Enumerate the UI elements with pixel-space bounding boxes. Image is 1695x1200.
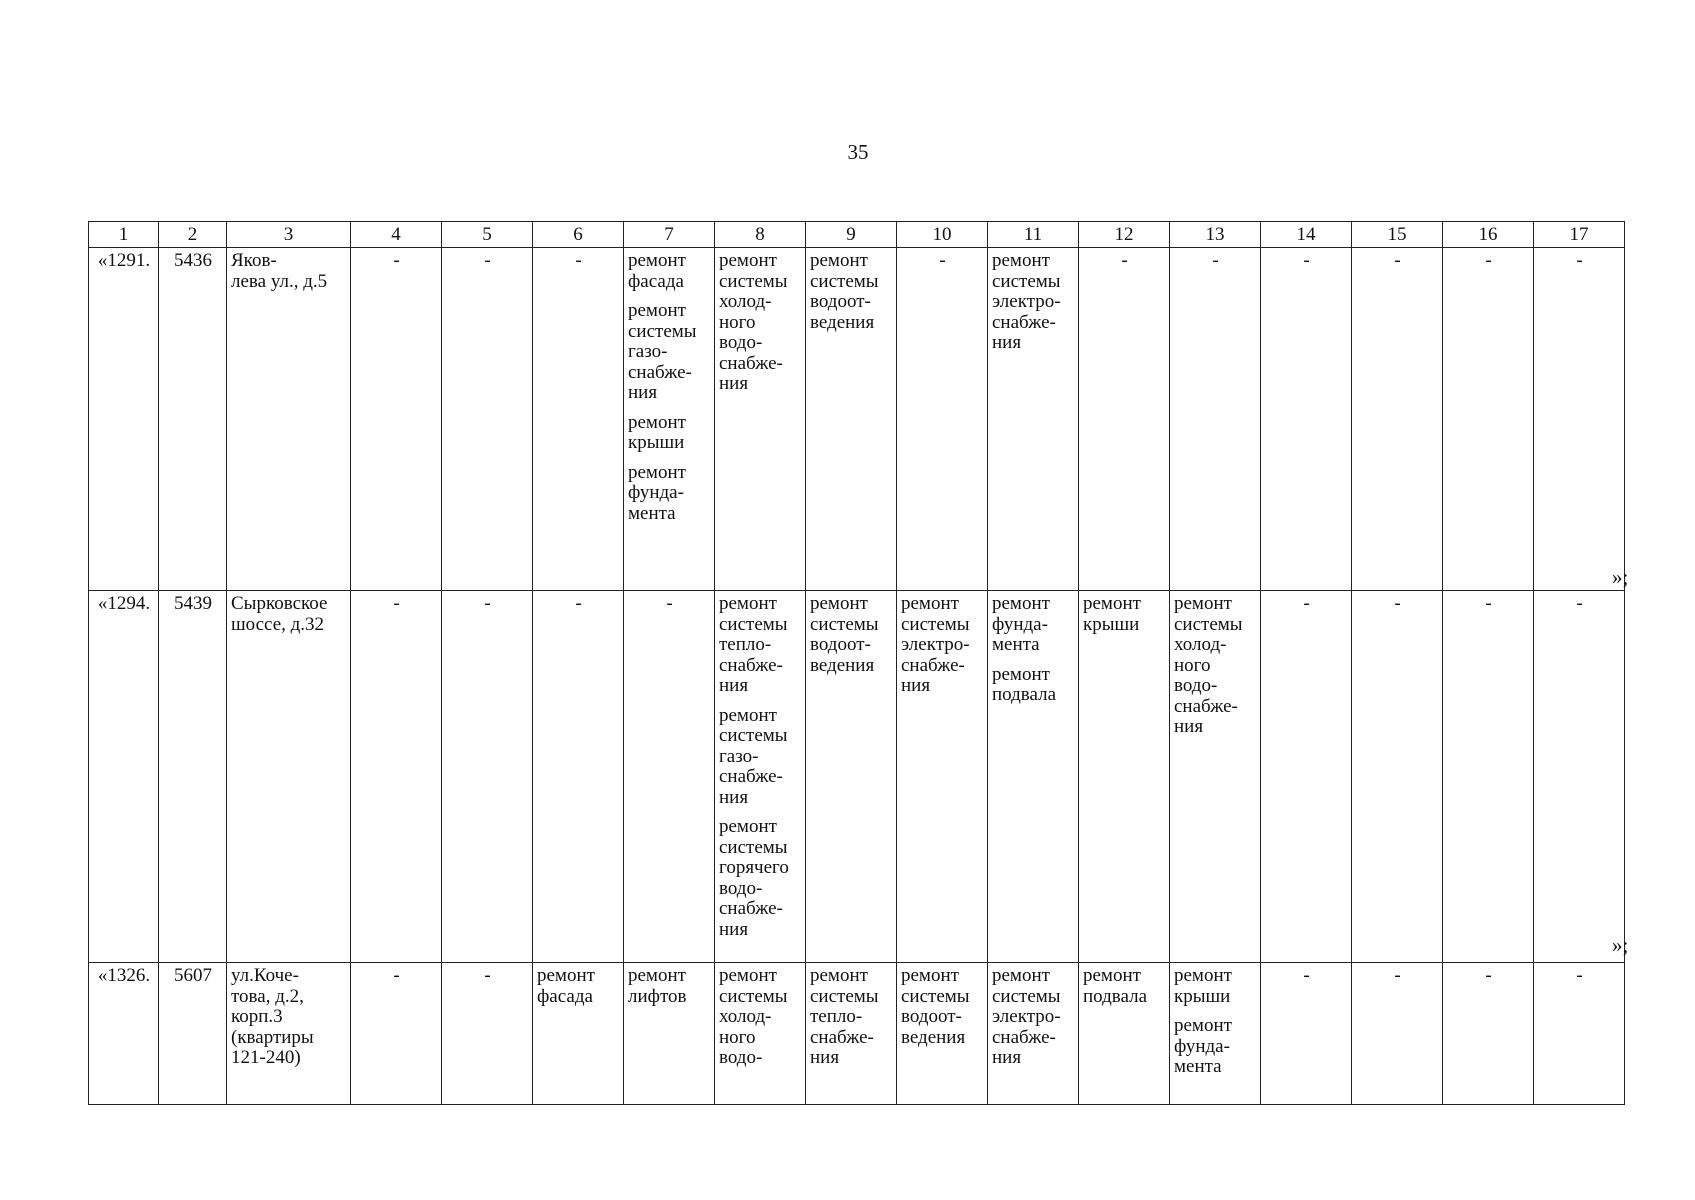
column-header-6: 6: [533, 222, 624, 248]
table-cell-col-7: [624, 248, 715, 591]
work-entry: ремонт системы водоот- ведения: [810, 250, 879, 333]
work-entry: -: [1212, 250, 1219, 271]
table-cell-col-10: [897, 963, 988, 1105]
column-header-2: 2: [159, 222, 227, 248]
table-cell-col-13: [1170, 248, 1261, 591]
work-entry: ремонт фунда- мента: [1174, 1015, 1232, 1078]
address: Сырковское шоссе, д.32: [231, 593, 328, 635]
row-number: «1326.: [97, 965, 151, 986]
row-number: «1294.: [97, 593, 151, 614]
column-header-7: 7: [624, 222, 715, 248]
table-cell-col-10: [897, 591, 988, 963]
work-entry: -: [1303, 250, 1310, 271]
work-entry: ремонт фасада: [628, 250, 686, 292]
column-header-8: 8: [715, 222, 806, 248]
table-cell-col-7: [624, 963, 715, 1105]
table-cell-col-11: [988, 248, 1079, 591]
page-number: 35: [847, 140, 869, 164]
address: ул.Коче- това, д.2, корп.3 (квартиры 121-240): [231, 965, 314, 1069]
table-cell-col-15: [1352, 963, 1443, 1105]
work-entry: -: [1394, 593, 1401, 614]
work-entry: -: [1576, 965, 1583, 986]
table-cell-col-16: [1443, 963, 1534, 1105]
table-cell-col-8: [715, 591, 806, 963]
building-code: 5607: [174, 965, 212, 986]
table-cell-col-12: [1079, 963, 1170, 1105]
table-cell-col-4: [351, 248, 442, 591]
table-cell-col-3: [227, 248, 351, 591]
work-entry: ремонт системы холод- ного водо- снабже- ния: [719, 250, 788, 395]
column-header-4: 4: [351, 222, 442, 248]
building-code: 5436: [174, 250, 212, 271]
table-cell-col-3: [227, 591, 351, 963]
work-entry: ремонт фасада: [537, 965, 595, 1007]
table-cell-col-6: [533, 963, 624, 1105]
work-entry: ремонт системы холод- ного водо-: [719, 965, 788, 1069]
table-cell-col-9: [806, 963, 897, 1105]
table-cell-col-13: [1170, 963, 1261, 1105]
table-cell-col-2: [159, 963, 227, 1105]
work-entry: -: [1303, 593, 1310, 614]
column-number-row: [89, 222, 1625, 248]
work-entry: -: [575, 250, 582, 271]
table-cell-col-12: [1079, 591, 1170, 963]
column-header-12: 12: [1079, 222, 1170, 248]
table-cell-col-6: [533, 591, 624, 963]
table-cell-col-16: [1443, 591, 1534, 963]
column-header-17: 17: [1534, 222, 1625, 248]
table-cell-col-8: [715, 963, 806, 1105]
column-header-10: 10: [897, 222, 988, 248]
table-cell-col-2: [159, 591, 227, 963]
work-entry: ремонт системы электро- снабже- ния: [992, 965, 1061, 1069]
column-header-16: 16: [1443, 222, 1534, 248]
work-entry: -: [1576, 593, 1583, 614]
table-cell-col-9: [806, 248, 897, 591]
work-entry: ремонт системы газо- снабже- ния: [628, 300, 697, 404]
work-entry: -: [393, 593, 400, 614]
table-cell-col-5: [442, 248, 533, 591]
table-cell-col-1: [89, 248, 159, 591]
column-header-1: 1: [89, 222, 159, 248]
work-entry: ремонт лифтов: [628, 965, 687, 1007]
table-cell-col-5: [442, 591, 533, 963]
row-number: «1291.: [97, 250, 151, 271]
table-cell-col-6: [533, 248, 624, 591]
table-cell-col-13: [1170, 591, 1261, 963]
table-row: [89, 963, 1625, 1105]
work-entry: ремонт подвала: [1083, 965, 1148, 1007]
table-cell-col-15: [1352, 591, 1443, 963]
work-entry: -: [484, 965, 491, 986]
work-entry: -: [484, 250, 491, 271]
column-header-3: 3: [227, 222, 351, 248]
work-entry: ремонт системы газо- снабже- ния: [719, 704, 788, 808]
table-cell-col-2: [159, 248, 227, 591]
table-cell-col-4: [351, 591, 442, 963]
work-entry: ремонт системы электро- снабже- ния: [901, 593, 970, 697]
table-cell-col-7: [624, 591, 715, 963]
work-entry: ремонт системы холод- ного водо- снабже- ния: [1174, 593, 1243, 738]
work-entry: ремонт системы водоот- ведения: [810, 593, 879, 676]
work-entry: -: [1485, 593, 1492, 614]
work-entry: ремонт системы водоот- ведения: [901, 965, 970, 1048]
row-closing-quote: »;: [1612, 565, 1629, 589]
work-entry: -: [1394, 965, 1401, 986]
work-entry: -: [1576, 250, 1583, 271]
table-cell-col-14: [1261, 963, 1352, 1105]
work-entry: -: [939, 250, 946, 271]
work-entry: ремонт системы электро- снабже- ния: [992, 250, 1061, 354]
table-cell-col-5: [442, 963, 533, 1105]
work-entry: ремонт крыши: [1174, 965, 1232, 1007]
table-cell-col-17: [1534, 248, 1625, 591]
work-entry: ремонт системы тепло- снабже- ния: [719, 593, 788, 697]
table-cell-col-12: [1079, 248, 1170, 591]
work-entry: -: [1485, 965, 1492, 986]
building-code: 5439: [174, 593, 212, 614]
work-entry: ремонт фунда- мента: [628, 461, 686, 524]
work-entry: -: [1485, 250, 1492, 271]
work-entry: -: [1121, 250, 1128, 271]
column-header-5: 5: [442, 222, 533, 248]
row-closing-quote: »;: [1612, 933, 1629, 957]
table-cell-col-8: [715, 248, 806, 591]
column-header-11: 11: [988, 222, 1079, 248]
work-entry: ремонт фунда- мента: [992, 593, 1050, 656]
work-entry: -: [393, 250, 400, 271]
column-header-14: 14: [1261, 222, 1352, 248]
table-cell-col-14: [1261, 248, 1352, 591]
work-entry: -: [484, 593, 491, 614]
work-entry: ремонт подвала: [992, 663, 1057, 706]
column-header-9: 9: [806, 222, 897, 248]
work-entry: ремонт крыши: [628, 411, 686, 454]
work-entry: -: [1303, 965, 1310, 986]
table-cell-col-9: [806, 591, 897, 963]
table-cell-col-17: [1534, 591, 1625, 963]
table-cell-col-14: [1261, 591, 1352, 963]
column-header-13: 13: [1170, 222, 1261, 248]
table-cell-col-1: [89, 963, 159, 1105]
work-entry: -: [393, 965, 400, 986]
work-entry: -: [575, 593, 582, 614]
column-header-15: 15: [1352, 222, 1443, 248]
table-cell-col-10: [897, 248, 988, 591]
work-entry: -: [666, 593, 673, 614]
table-cell-col-16: [1443, 248, 1534, 591]
address: Яков- лева ул., д.5: [231, 250, 328, 292]
table-row: [89, 591, 1625, 963]
table-cell-col-11: [988, 963, 1079, 1105]
table-row: [89, 248, 1625, 591]
table-cell-col-4: [351, 963, 442, 1105]
work-entry: ремонт крыши: [1083, 593, 1141, 635]
table-cell-col-17: [1534, 963, 1625, 1105]
table-cell-col-15: [1352, 248, 1443, 591]
repair-table: [88, 221, 1625, 1105]
table-cell-col-11: [988, 591, 1079, 963]
work-entry: -: [1394, 250, 1401, 271]
work-entry: ремонт системы тепло- снабже- ния: [810, 965, 879, 1069]
table-cell-col-3: [227, 963, 351, 1105]
table-cell-col-1: [89, 591, 159, 963]
work-entry: ремонт системы горячего водо- снабже- ния: [719, 816, 789, 940]
